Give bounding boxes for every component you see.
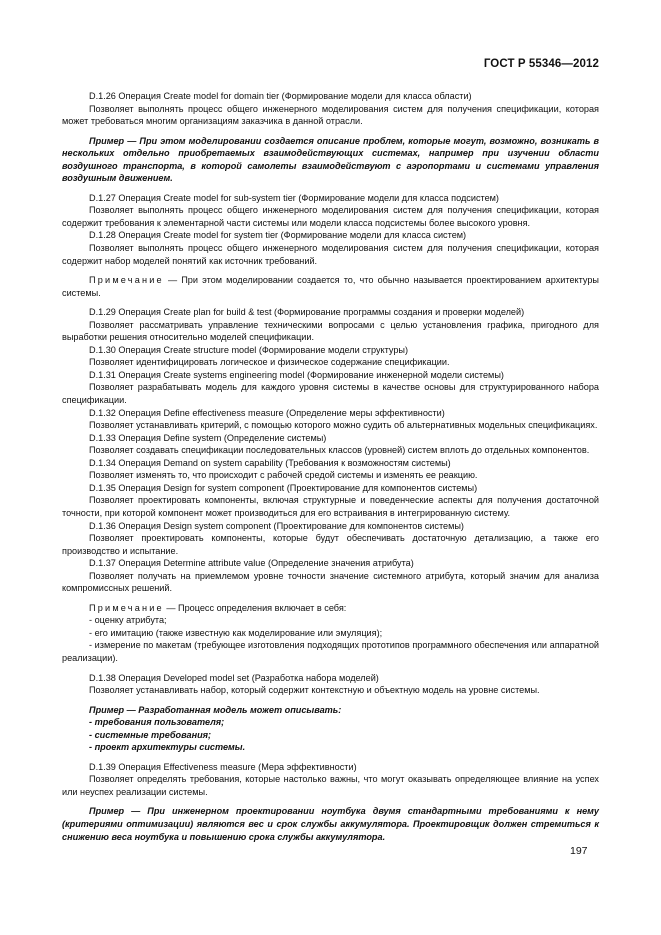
paragraph: Позволяет рассматривать управление техническими вопросами с целью установления графика, пригодного для выработки решения относительно моделей спецификации. [62,319,599,343]
section-heading: D.1.39 Операция Effectiveness measure (Мера эффективности) [89,761,357,772]
paragraph: Позволяет идентифицировать логическое и физическое содержание спецификации. [89,357,450,368]
paragraph: Позволяет устанавливать критерий, с помощью которого можно судить об альтернативных модельных спецификациях. [89,420,598,431]
paragraph: Позволяет разрабатывать модель для каждого уровня системы в качестве основы для структурированного набора спецификации. [62,382,599,406]
example-paragraph: Пример — При инженерном проектировании ноутбука двумя стандартными требованиями к нему (критериями оптимизации) являются вес и срок службы аккумулятора. Проектировщик должен стремиться к снижению веса ноутбука и повышению срока службы аккумулятора. [62,806,599,842]
section-heading: D.1.30 Операция Create structure model (Формирование модели структуры) [89,344,409,355]
paragraph: Позволяет выполнять процесс общего инженерного моделирования систем для получения спецификации, которая содержит требования к элементарной части системы или модели класса подсистемы более высокого уровня. [62,205,599,228]
section-heading: D.1.29 Операция Create plan for build & test (Формирование программы создания и проверки моделей) [89,307,525,318]
note-label: Примечание [89,275,164,286]
note-text: — Процесс определения включает в себя: [163,602,347,613]
document-body [62,90,599,843]
note-paragraph [62,274,599,299]
list-item: - оценку атрибута; [89,615,167,626]
note-label: Примечание [89,602,164,613]
list-item: - системные требования; [89,729,212,740]
paragraph: Позволяет определять требования, которые настолько важны, что могут оказывать определяющее влияние на успех или неуспех реализации системы. [62,774,599,797]
list-item: - проект архитектуры системы. [89,742,246,753]
note-paragraph [62,602,599,615]
note-text: — При этом моделировании создается то, что обычно называется проектированием архитектуры системы. [62,275,599,298]
section-heading: D.1.35 Операция Design for system component (Проектирование для компонентов системы) [89,482,478,493]
section-heading: D.1.26 Операция Create model for domain tier (Формирование модели для класса области) [89,91,472,101]
section-heading: D.1.28 Операция Create model for system tier (Формирование модели для класса систем) [89,230,467,241]
paragraph: Позволяет изменять то, что происходит с рабочей средой системы и изменять ее реакцию. [89,470,478,481]
section-heading: D.1.33 Операция Define system (Определение системы) [89,432,327,443]
example-paragraph: Пример — При этом моделировании создается описание проблем, которые могут, возможно, возникать в нескольких отдельно приобретаемых взаимодействующих системах, например при изучении области воздушного транспорта, в которой самолеты взаимодействуют с аэропортами и системами управления воздушным движением. [62,135,599,184]
standard-header: ГОСТ Р 55346—2012 [483,58,599,70]
paragraph: Позволяет проектировать компоненты, которые будут обеспечивать достаточную детализацию, а также его производство и испытание. [62,533,599,556]
paragraph: Позволяет устанавливать набор, который содержит контекстную и объектную модель на уровне системы. [89,685,540,696]
paragraph: Позволяет выполнять процесс общего инженерного моделирования систем для получения спецификации, которая может требоваться многим организациям заказчика в данной отрасли. [62,103,599,127]
section-heading: D.1.34 Операция Demand on system capability (Требования к возможностям системы) [89,457,451,468]
section-heading: D.1.36 Операция Design system component (Проектирование для компонентов системы) [89,520,464,531]
section-heading: D.1.31 Операция Create systems engineering model (Формирование инженерной модели системы) [89,369,504,380]
list-item: - требования пользователя; [89,717,225,728]
list-item: - измерение по макетам (требующее изготовления подходящих прототипов программного обеспечения или аппаратной реализации). [62,640,599,663]
section-heading: D.1.32 Операция Define effectiveness measure (Определение меры эффективности) [89,407,445,418]
paragraph: Позволяет получать на приемлемом уровне точности значение системного атрибута, который значим для анализа компромиссных решений. [62,570,599,594]
list-item: - его имитацию (также известную как моделирование или эмуляция); [89,627,383,638]
paragraph: Позволяет выполнять процесс общего инженерного моделирования систем для получения спецификации, которая содержит набор моделей понятий как источник требований. [62,243,599,266]
section-heading: D.1.38 Операция Developed model set (Разработка набора моделей) [89,672,379,683]
example-paragraph: Пример — Разработанная модель может описывать: [89,704,342,715]
paragraph: Позволяет проектировать компоненты, включая структурные и поведенческие аспекты для получения достаточной точности, при которой компонент может производиться для его встраивания в интегрированную систему. [62,495,599,518]
page-number: 197 [570,845,588,857]
section-heading: D.1.37 Операция Determine attribute value (Определение значения атрибута) [89,558,414,569]
paragraph: Позволяет создавать спецификации последовательных классов (уровней) систем вплоть до отдельных компонентов. [89,445,590,456]
section-heading: D.1.27 Операция Create model for sub-system tier (Формирование модели для класса подсистем) [89,192,499,203]
